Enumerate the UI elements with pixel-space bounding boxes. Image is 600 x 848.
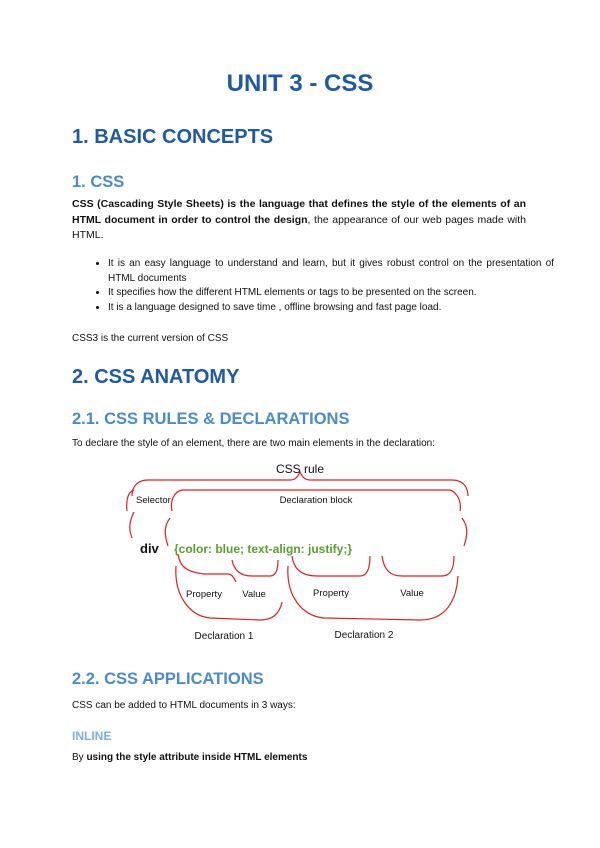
css-intro-bold: CSS (Cascading Style Sheets) is the language that defines the style of the elements of an HTML document in order to control the design [72, 198, 526, 226]
inline-prefix: By [72, 752, 87, 763]
page-title: UNIT 3 - CSS [226, 70, 374, 97]
subheading-css: 1. CSS [72, 173, 125, 191]
css-version-note: CSS3 is the current version of CSS [72, 333, 229, 344]
code-selector: div [140, 541, 159, 556]
rules-intro-text: To declare the style of an element, there are two main elements in the declaration: [72, 438, 435, 449]
inline-heading: INLINE [72, 729, 112, 743]
css-rule-diagram [120, 456, 480, 646]
list-item: • It is a language designed to save time , offline browsing and fast page load. [108, 301, 554, 316]
inline-bold-text: using the style attribute inside HTML elements [86, 752, 308, 763]
section-heading-basic-concepts: 1. BASIC CONCEPTS [72, 126, 274, 148]
declaration-1-label: Declaration 1 [194, 631, 254, 642]
applications-intro-text: CSS can be added to HTML documents in 3 ways: [72, 700, 296, 711]
declaration-2-label: Declaration 2 [334, 630, 394, 641]
value-label-1: Value [242, 589, 266, 600]
css-rule-label: CSS rule [275, 462, 325, 476]
selector-label: Selector [136, 495, 171, 506]
property-label-2: Property [313, 588, 349, 599]
css-intro-rest: , the appearance of our web pages made with HTML. [72, 213, 526, 241]
value-label-2: Value [400, 588, 424, 599]
section-heading-css-anatomy: 2. CSS ANATOMY [72, 366, 240, 388]
css-features-list [80, 257, 554, 315]
subheading-css-rules: 2.1. CSS RULES & DECLARATIONS [72, 410, 350, 428]
property-label-1: Property [186, 589, 222, 600]
code-declarations: {color: blue; text-align: justify;} [174, 542, 353, 556]
css-intro-paragraph [72, 197, 526, 244]
subheading-css-applications: 2.2. CSS APPLICATIONS [72, 670, 264, 688]
list-item: • It is an easy language to understand and learn, but it gives robust control on the presentation of HTML documents [108, 257, 554, 286]
declaration-block-label: Declaration block [279, 495, 353, 506]
inline-description [72, 751, 526, 765]
list-item: • It specifies how the different HTML elements or tags to be presented on the screen. [108, 286, 554, 301]
